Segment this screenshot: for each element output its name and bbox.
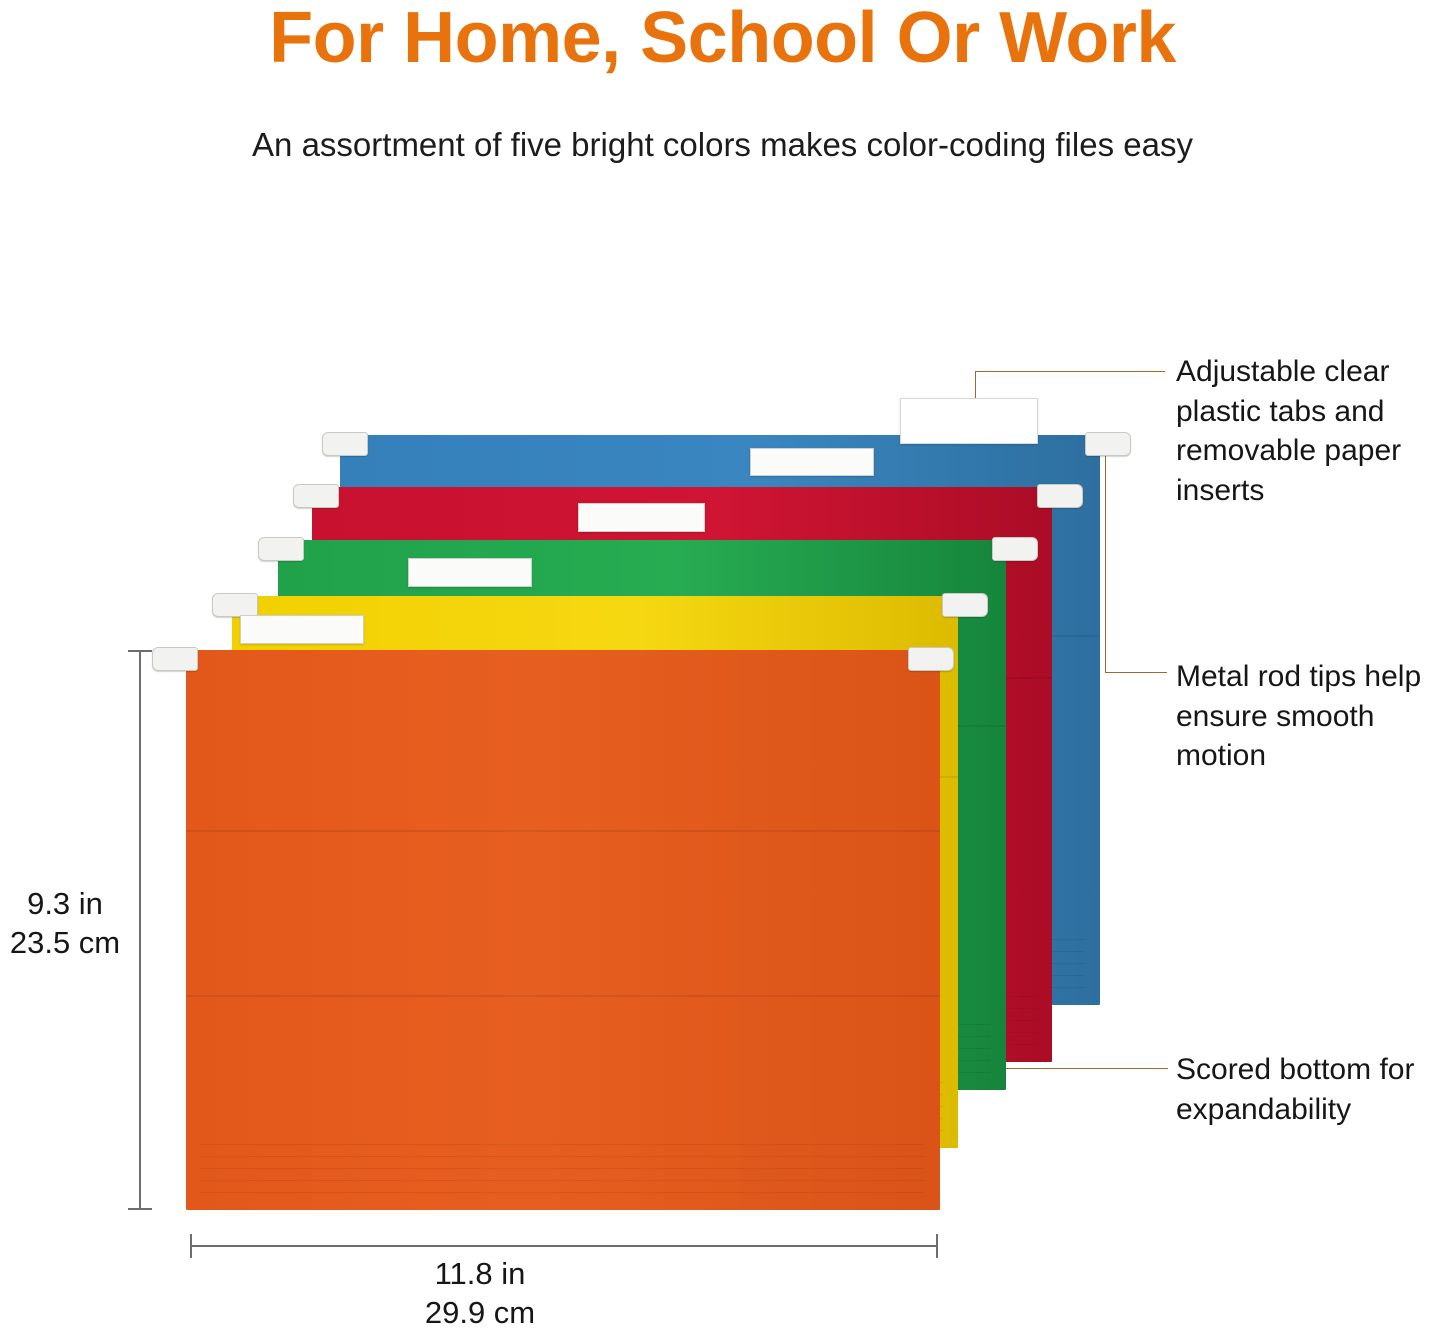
metal-rod-tip-icon	[258, 537, 304, 561]
page-subtitle: An assortment of five bright colors makes color-coding files easy	[252, 126, 1193, 163]
paper-insert-tab	[240, 615, 364, 644]
metal-rod-tip-icon	[212, 593, 258, 617]
orange-folder	[186, 650, 940, 1210]
callout-metal-rod-tips: Metal rod tips help ensure smooth motion	[1176, 660, 1422, 773]
orange-folder-fold	[186, 995, 940, 997]
height-dimension-line	[139, 650, 141, 1210]
page-title: For Home, School Or Work	[269, 0, 1176, 78]
callout-adjustable-tabs: Adjustable clear plastic tabs and removable paper inserts	[1176, 355, 1402, 507]
height-dimension-label	[0, 885, 130, 963]
width-dimension-label	[330, 1255, 630, 1333]
height-dimension-centimeters: 23.5 cm	[9, 924, 121, 960]
callout-scored-bottom: Scored bottom for expandability	[1176, 1053, 1415, 1126]
width-dimension-cap-left	[190, 1234, 192, 1258]
metal-rod-tip-icon	[942, 593, 988, 617]
orange-folder-fold	[186, 830, 940, 832]
metal-rod-tip-icon	[293, 484, 339, 508]
height-dimension-cap-bottom	[128, 1208, 152, 1210]
width-dimension-inches: 11.8 in	[434, 1256, 526, 1291]
paper-insert-tab	[578, 503, 705, 532]
metal-rod-tip-icon	[1037, 484, 1083, 508]
height-dimension-cap-top	[128, 650, 152, 652]
metal-rod-tip-icon	[152, 647, 198, 671]
metal-rod-tip-icon	[908, 647, 954, 671]
width-dimension-cap-right	[936, 1234, 938, 1258]
width-dimension-centimeters: 29.9 cm	[424, 1294, 536, 1330]
paper-insert-tab	[750, 448, 874, 476]
clear-plastic-tab	[900, 398, 1038, 444]
height-dimension-inches: 9.3 in	[27, 886, 103, 921]
leader-line-scored	[1000, 1068, 1168, 1069]
metal-rod-tip-icon	[992, 537, 1038, 561]
orange-folder-body	[186, 650, 940, 1210]
paper-insert-tab	[408, 558, 532, 587]
width-dimension-line	[190, 1245, 938, 1247]
metal-rod-tip-icon	[322, 432, 368, 456]
metal-rod-tip-icon	[1085, 432, 1131, 456]
leader-line-rod	[1105, 672, 1167, 673]
leader-line-tabs	[975, 371, 1165, 372]
leader-line-rod-vertical	[1105, 440, 1106, 673]
